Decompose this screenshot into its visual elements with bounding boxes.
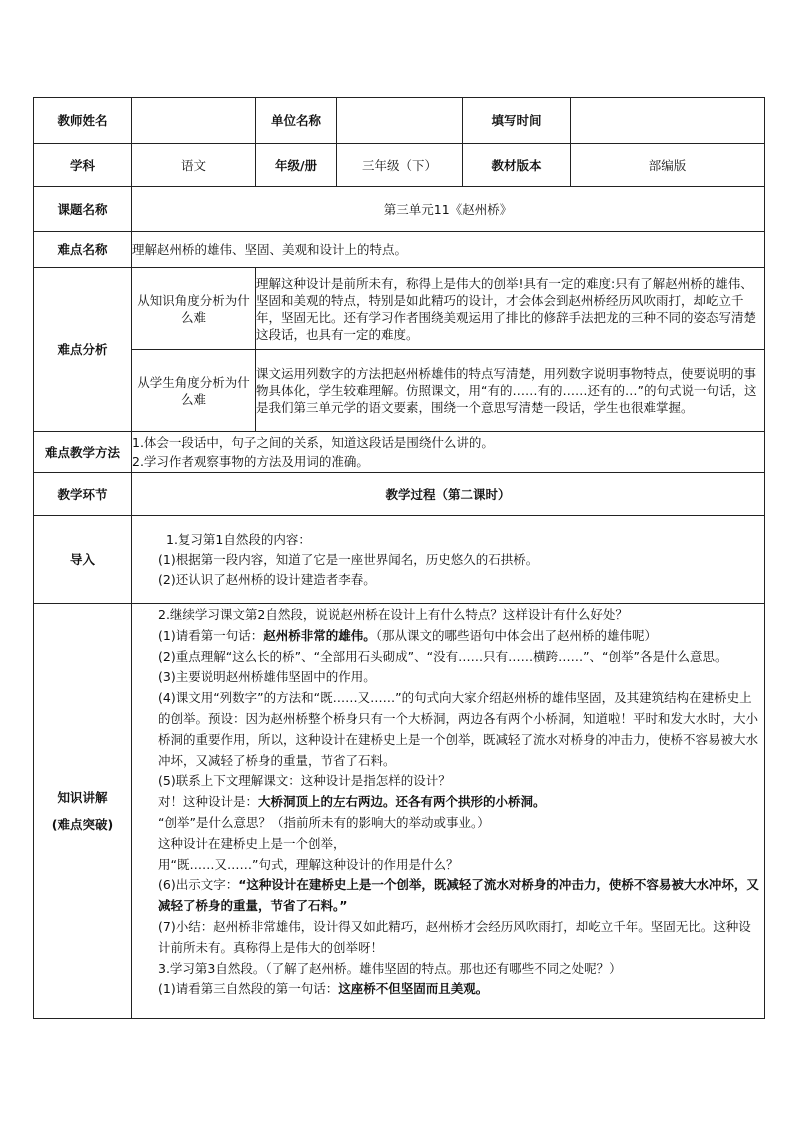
difficulty-label: 难点名称 bbox=[34, 232, 132, 268]
knowledge-angle-text: 理解这种设计是前所未有，称得上是伟大的创举!具有一定的难度:只有了解赵州桥的雄伟、坚固和美观的特点，特别是如此精巧的设计，才会体会到赵州桥经历风吹雨打，却屹立千年，坚固无比。还有学习作者围绕美观运用了排比的修辞手法把龙的三种不同的姿态写清楚这段话，也具有一定的难度。 bbox=[256, 268, 765, 350]
process-header: 教学过程（第二课时） bbox=[132, 473, 765, 516]
knowledge-p14 bbox=[138, 979, 760, 1000]
row-analysis-student bbox=[34, 350, 765, 432]
method-line-1: 1.体会一段话中，句子之间的关系，知道这段话是围绕什么讲的。 bbox=[132, 435, 494, 450]
intro-line-3: (2)还认识了赵州桥的设计建造者李春。 bbox=[158, 571, 376, 587]
unit-name-label: 单位名称 bbox=[256, 98, 337, 144]
row-topic bbox=[34, 187, 765, 232]
knowledge-label: 知识讲解 bbox=[57, 790, 108, 805]
fill-time-value bbox=[571, 98, 765, 144]
method-content bbox=[132, 432, 765, 473]
knowledge-p2-tail: （那从课文的哪些语句中体会出了赵州桥的雄伟呢） bbox=[375, 627, 657, 643]
intro-line-1: 1.复习第1自然段的内容： bbox=[166, 531, 311, 547]
row-knowledge bbox=[34, 604, 765, 1019]
unit-name-value bbox=[337, 98, 463, 144]
intro-label: 导入 bbox=[34, 516, 132, 604]
knowledge-p11-bold: “这种设计在建桥史上是一个创举，既减轻了流水对桥身的冲击力，使桥不容易被大水冲坏，又减轻了桥身的重量，节省了石料。” bbox=[158, 877, 759, 914]
analysis-label: 难点分析 bbox=[34, 268, 132, 432]
row-analysis-knowledge bbox=[34, 268, 765, 350]
knowledge-p3: (2)重点理解“这么长的桥”、“全部用石头砌成”、“没有……只有……横跨……”、“创举”各是什么意思。 bbox=[158, 648, 728, 664]
row-subject-info bbox=[34, 144, 765, 187]
fill-time-label: 填写时间 bbox=[463, 98, 571, 144]
knowledge-p14-lead: (1)请看第三自然段的第一句话： bbox=[158, 981, 339, 997]
lesson-plan-table bbox=[33, 97, 765, 1019]
knowledge-p13: 3.学习第3自然段。（了解了赵州桥。雄伟坚固的特点。那也还有哪些不同之处呢？） bbox=[158, 960, 622, 976]
grade-label: 年级/册 bbox=[256, 144, 337, 187]
knowledge-p1: 2.继续学习课文第2自然段，说说赵州桥在设计上有什么特点？这样设计有什么好处？ bbox=[158, 607, 628, 622]
knowledge-p6: (5)联系上下文理解课文：这种设计是指怎样的设计？ bbox=[158, 773, 451, 789]
knowledge-content bbox=[132, 604, 765, 1019]
subject-value: 语文 bbox=[132, 144, 256, 187]
knowledge-label-cell bbox=[34, 604, 132, 1019]
topic-value: 第三单元11《赵州桥》 bbox=[132, 187, 765, 232]
edition-label: 教材版本 bbox=[463, 144, 571, 187]
grade-value: 三年级（下） bbox=[337, 144, 463, 187]
knowledge-p5: (4)课文用“列数字”的方法和“既……又……”的句式向大家介绍赵州桥的雄伟坚固，及其建筑结构在建桥史上的创举。预设：因为赵州桥整个桥身只有一个大桥洞，两边各有两个小桥洞，知道啦！平时和发大水时，大小桥洞的重要作用，所以，这种设计在建桥史上是一个创举，既减轻了流水对桥身的冲击力，使桥不容易被大水冲坏，又减轻了桥身的重量，节省了石料。 bbox=[158, 690, 759, 768]
knowledge-p11 bbox=[138, 875, 760, 917]
row-method bbox=[34, 432, 765, 473]
knowledge-p7 bbox=[138, 792, 760, 813]
knowledge-p2 bbox=[138, 626, 760, 647]
knowledge-p10: 用“既……又……”句式，理解这种设计的作用是什么？ bbox=[158, 856, 459, 872]
row-intro bbox=[34, 516, 765, 604]
row-teacher-info bbox=[34, 98, 765, 144]
knowledge-angle-label: 从知识角度分析为什么难 bbox=[132, 268, 256, 350]
knowledge-p9: 这种设计在建桥史上是一个创举， bbox=[158, 835, 346, 851]
teacher-name-label: 教师姓名 bbox=[34, 98, 132, 144]
knowledge-sublabel: (难点突破) bbox=[51, 817, 114, 832]
stage-header: 教学环节 bbox=[34, 473, 132, 516]
student-angle-text: 课文运用列数字的方法把赵州桥雄伟的特点写清楚，用列数字说明事物特点，使要说明的事物具体化，学生较难理解。仿照课文，用“有的……有的……还有的…”的句式说一句话，这是我们第三单元学的语文要素，围绕一个意思写清楚一段话，学生也很难掌握。 bbox=[256, 350, 765, 432]
knowledge-p8: “创举”是什么意思？（指前所未有的影响大的举动或事业。） bbox=[158, 814, 490, 830]
knowledge-p2-bold: 赵州桥非常的雄伟。 bbox=[263, 627, 376, 643]
intro-content bbox=[132, 516, 765, 604]
knowledge-p4: (3)主要说明赵州桥雄伟坚固中的作用。 bbox=[158, 669, 376, 685]
knowledge-p12: (7)小结：赵州桥非常雄伟，设计得又如此精巧，赵州桥才会经历风吹雨打，却屹立千年。坚固无比。这种设计前所未有。真称得上是伟大的创举呀！ bbox=[158, 918, 751, 955]
student-angle-label: 从学生角度分析为什么难 bbox=[132, 350, 256, 432]
topic-label: 课题名称 bbox=[34, 187, 132, 232]
teacher-name-value bbox=[132, 98, 256, 144]
method-label: 难点教学方法 bbox=[34, 432, 132, 473]
knowledge-p11-lead: (6)出示文字： bbox=[158, 877, 239, 893]
edition-value: 部编版 bbox=[571, 144, 765, 187]
subject-label: 学科 bbox=[34, 144, 132, 187]
difficulty-value: 理解赵州桥的雄伟、坚固、美观和设计上的特点。 bbox=[132, 232, 765, 268]
knowledge-p7-lead: 对！这种设计是： bbox=[158, 794, 259, 810]
intro-line-2: (1)根据第一段内容，知道了它是一座世界闻名，历史悠久的石拱桥。 bbox=[158, 551, 539, 567]
method-line-2: 2.学习作者观察事物的方法及用词的准确。 bbox=[132, 454, 369, 469]
row-header bbox=[34, 473, 765, 516]
knowledge-p2-lead: (1)请看第一句话： bbox=[158, 627, 264, 643]
row-difficulty bbox=[34, 232, 765, 268]
knowledge-p14-bold: 这座桥不但坚固而且美观。 bbox=[338, 981, 489, 997]
knowledge-p7-bold: 大桥洞顶上的左右两边。还各有两个拱形的小桥洞。 bbox=[258, 794, 546, 810]
